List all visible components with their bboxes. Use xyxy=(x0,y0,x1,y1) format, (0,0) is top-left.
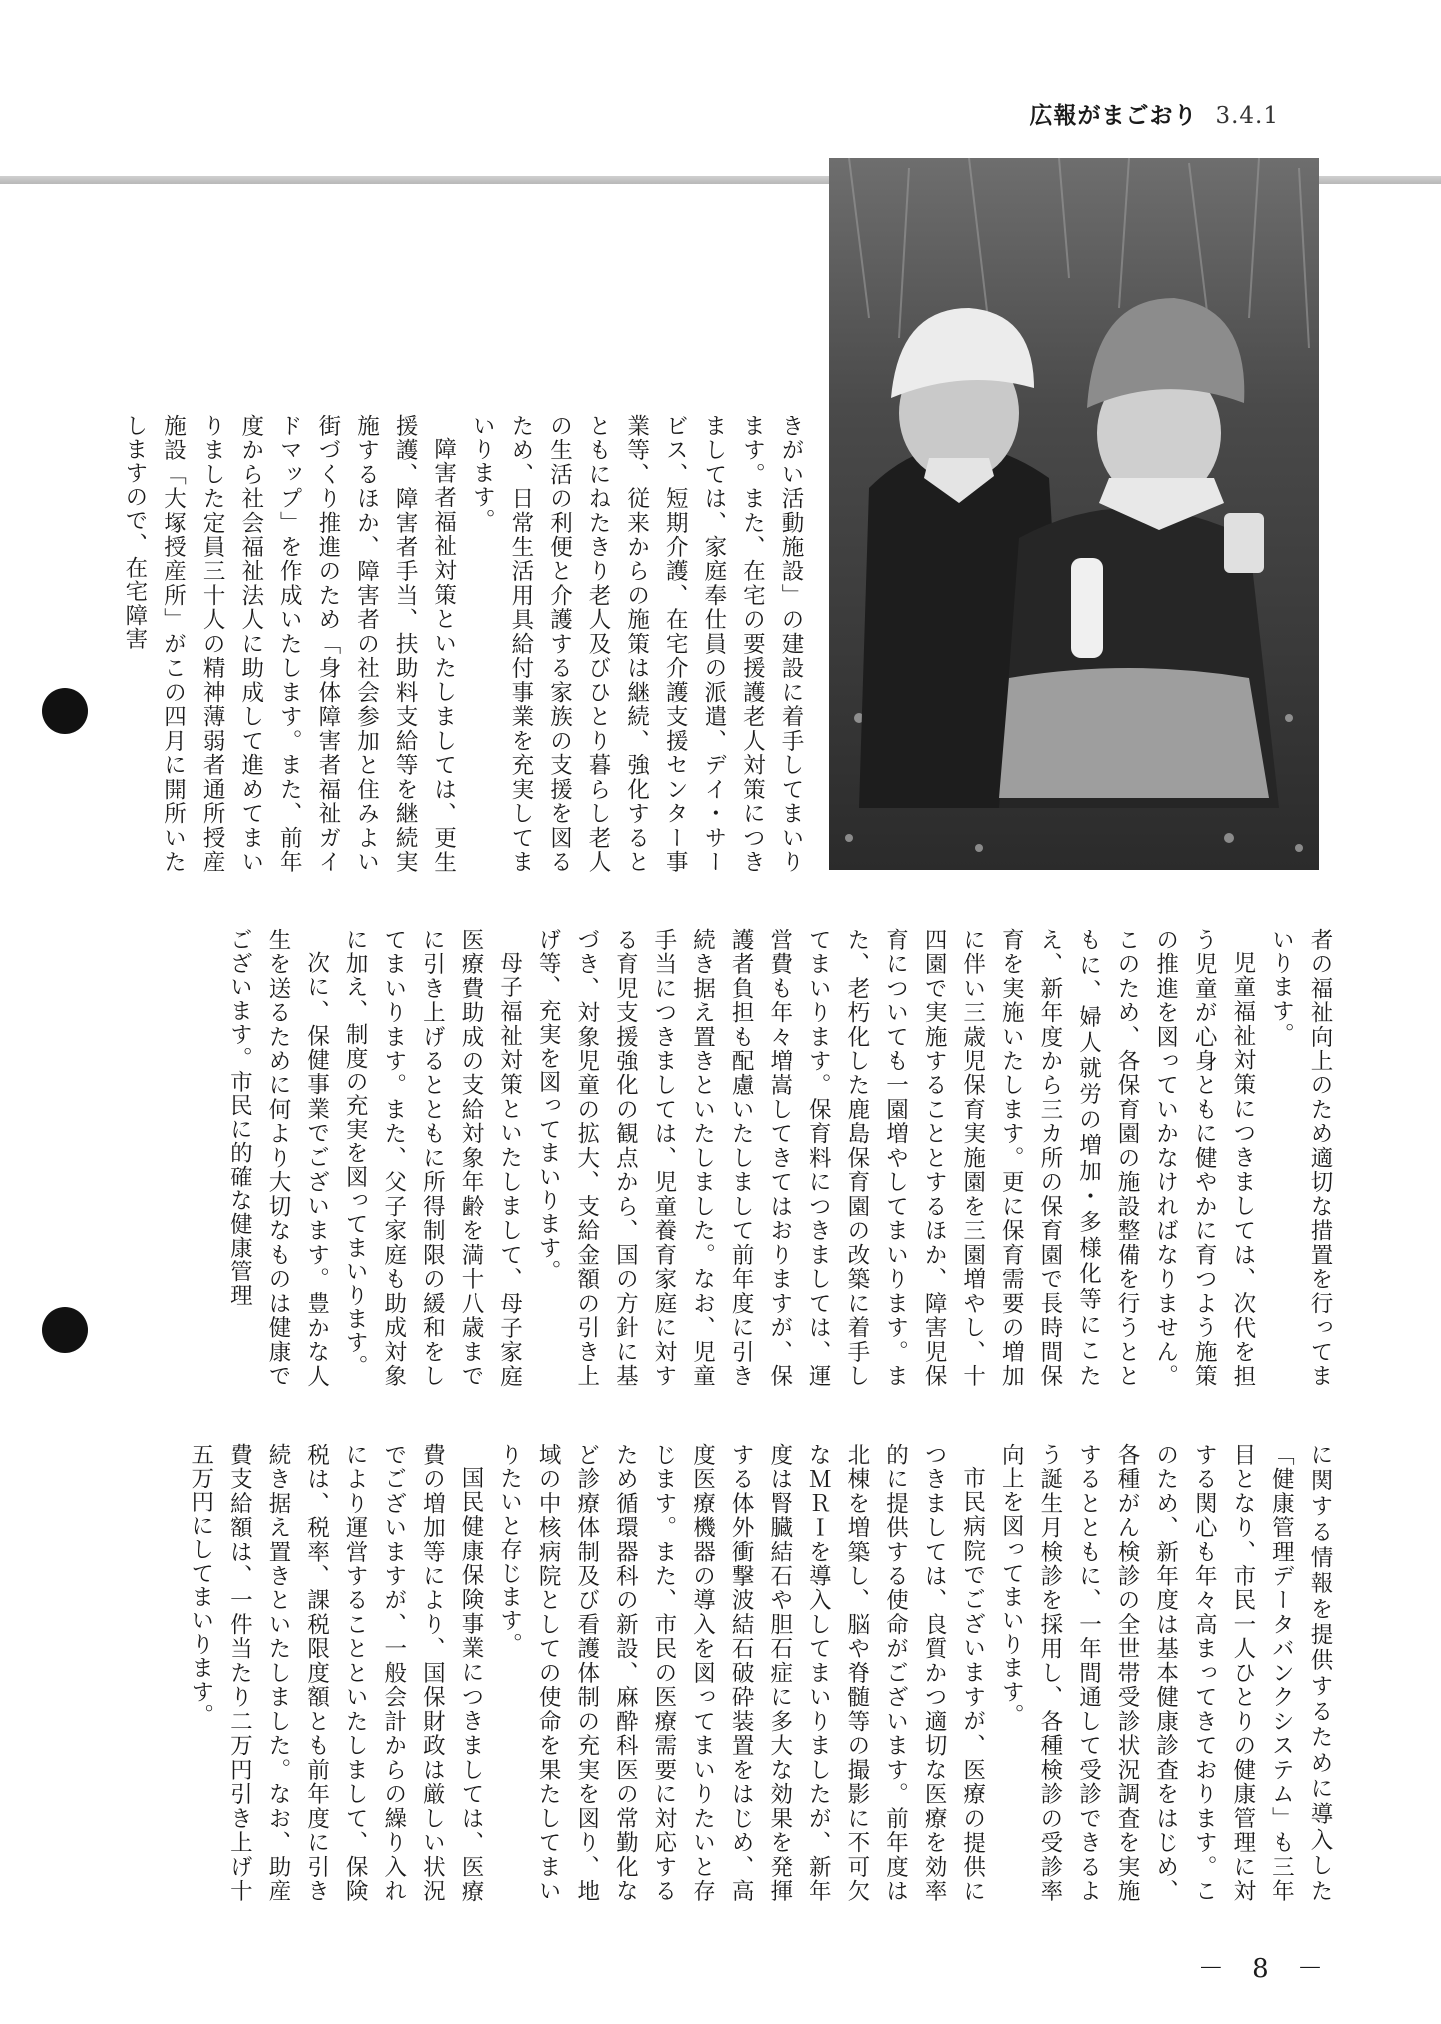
binder-hole-lower xyxy=(42,1307,88,1353)
page-number: － 8 － xyxy=(1197,1954,1333,1984)
paragraph: 児童福祉対策につきましては、次代を担う児童が心身ともに健やかに育つよう施策の推進を図っていかなければなりません。このため、各保育園の施設整備を行うとともに、婦人就労の増加・多様化等にこたえ、新年度から三カ所の保育園で長時間保育を実施いたします。更に保育需要の増加に伴い三歳児保育実施園を三園増やし、十四園で実施することとするほか、障害児保育についても一園増やしてまいります。また、老朽化した鹿島保育園の改築に着手してまいります。保育料につきましては、運営費も年々増嵩してきてはおりますが、保護者負担も配慮いたしまして前年度に引き続き据え置きといたしました。なお、児童手当につきましては、児童養育家庭に対する育児支援強化の観点から、国の方針に基づき、対象児童の拡大、支給金額の引き上げ等、充実を図ってまいります。 xyxy=(535,928,1256,1388)
paragraph: 者の福祉向上のため適切な措置を行ってまいります。 xyxy=(1268,928,1333,1388)
issue-date: 3.4.1 xyxy=(1215,103,1279,129)
text-column-bottom xyxy=(141,1443,1339,1903)
paragraph: 母子福祉対策といたしまして、母子家庭医療費助成の支給対象年齢を満十八歳までに引き上げるとともに所得制限の緩和をしてまいります。また、父子家庭も助成対象に加え、制度の充実を図ってまいります。 xyxy=(342,928,523,1388)
binder-hole-upper xyxy=(42,688,88,734)
paragraph: 国民健康保険事業につきましては、医療費の増加等により、国保財政は厳しい状況でございますが、一般会計からの繰り入れにより運営することといたしまして、保険税は、税率、課税限度額とも前年度に引き続き据え置きといたしました。なお、助産費支給額は、一件当たり二万円引き上げ十五万円にしてまいります。 xyxy=(187,1443,484,1903)
paragraph: 障害者福祉対策といたしましては、更生援護、障害者手当、扶助料支給等を継続実施するほか、障害者の社会参加と住みよい街づくり推進のため「身体障害者福祉ガイドマップ」を作成いたします。また、前年度から社会福祉法人に助成して進めてまいりました定員三十人の精神薄弱者通所授産施設「大塚授産所」がこの四月に開所いたしますので、在宅障害 xyxy=(121,414,457,874)
page-header xyxy=(1029,97,1279,130)
children-photo-icon xyxy=(829,158,1319,870)
text-column-middle xyxy=(141,928,1339,1388)
paragraph: 市民病院でございますが、医療の提供につきましては、良質かつ適切な医療を効率的に提供する使命がございます。前年度は北棟を増築し、脳や脊髄等の撮影に不可欠なＭＲＩを導入してまいりましたが、新年度は腎臓結石や胆石症に多大な効果を発揮する体外衝撃波結石破砕装置をはじめ、高度医療機器の導入を図ってまいりたいと存じます。また、市民の医療需要に対応するため循環器科の新設、麻酔科医の常勤化など診療体制及び看護体制の充実を図り、地域の中核病院としての使命を果たしてまいりたいと存じます。 xyxy=(496,1443,986,1903)
text-column-top xyxy=(121,414,810,874)
paragraph: きがい活動施設」の建設に着手してまいります。また、在宅の要援護老人対策につきましては、家庭奉仕員の派遣、デイ・サービス、短期介護、在宅介護支援センター事業等、従来からの施策は継続、強化するとともにねたきり老人及びひとり暮らし老人の生活の利便と介護する家族の支援を図るため、日常生活用具給付事業を充実してまいります。 xyxy=(469,414,804,874)
paragraph: に関する情報を提供するために導入した「健康管理データバンクシステム」も三年目となり、市民一人ひとりの健康管理に対する関心も年々高まってきております。このため、新年度は基本健康診査をはじめ、各種がん検診の全世帯受診状況調査を実施するとともに、一年間通して受診できるよう誕生月検診を採用し、各種検診の受診率向上を図ってまいります。 xyxy=(998,1443,1333,1903)
paragraph: 次に、保健事業でございます。豊かな人生を送るために何より大切なものは健康でございます。市民に的確な健康管理 xyxy=(226,928,330,1388)
publication-title: 広報がまごおり xyxy=(1029,103,1198,129)
children-photo xyxy=(829,158,1319,870)
